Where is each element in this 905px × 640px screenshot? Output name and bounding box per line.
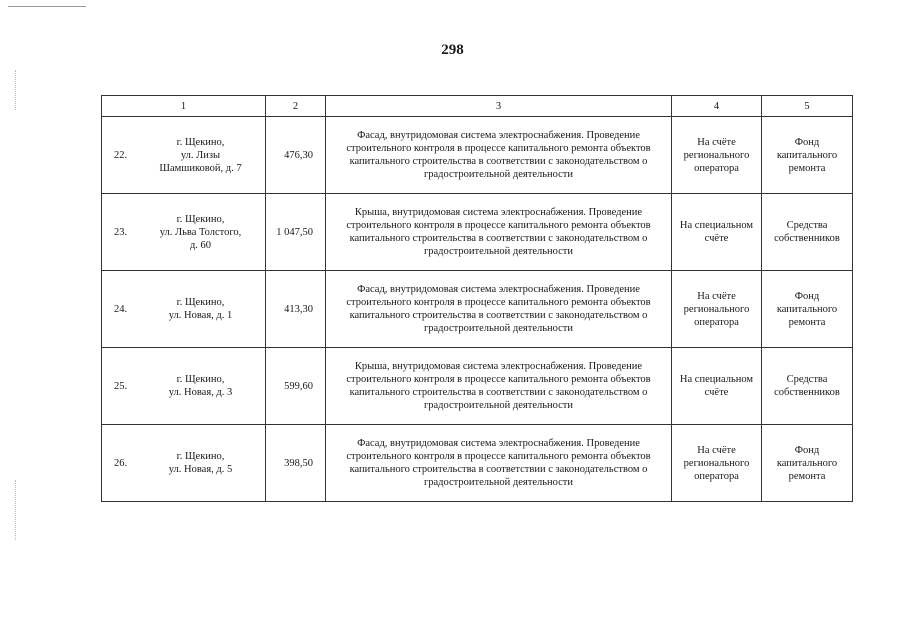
address — [140, 136, 261, 175]
work-description-cell: Фасад, внутридомовая система электроснабжения. Проведение строительного контроля в процессе капитального ремонта объектов капитального строительства в соответствии с законодательством о градостроительной деятельности — [326, 425, 672, 502]
funding-source-cell: Фонд капитального ремонта — [762, 425, 853, 502]
address-line: г. Щекино, — [176, 451, 225, 462]
header-col-3: 3 — [326, 96, 672, 117]
address-cell — [102, 117, 266, 194]
address-line: г. Щекино, — [176, 374, 225, 385]
address-line: г. Щекино, — [176, 136, 225, 148]
area-cell: 599,60 — [266, 348, 326, 425]
work-description-cell: Фасад, внутридомовая система электроснабжения. Проведение строительного контроля в процессе капитального ремонта объектов капитального строительства в соответствии с законодательством о градостроительной деятельности — [326, 271, 672, 348]
address-cell — [102, 348, 266, 425]
address-line: г. Щекино, — [176, 297, 225, 308]
address-cell — [102, 194, 266, 271]
address-line: ул. Новая, д. 5 — [168, 464, 233, 475]
account-type-cell: На специальном счёте — [672, 348, 762, 425]
area-cell: 476,30 — [266, 117, 326, 194]
row-number: 23. — [114, 226, 128, 238]
area-cell: 398,50 — [266, 425, 326, 502]
account-type-cell: На счёте регионального оператора — [672, 271, 762, 348]
header-col-2: 2 — [266, 96, 326, 117]
row-number: 25. — [114, 380, 128, 392]
area-cell: 413,30 — [266, 271, 326, 348]
work-description-cell: Крыша, внутридомовая система электроснабжения. Проведение строительного контроля в процессе капитального ремонта объектов капитального строительства в соответствии с законодательством о градостроительной деятельности — [326, 194, 672, 271]
address-cell — [102, 425, 266, 502]
header-col-5: 5 — [762, 96, 853, 117]
table-row — [102, 425, 853, 502]
address — [140, 213, 261, 252]
funding-source-cell: Фонд капитального ремонта — [762, 117, 853, 194]
margin-marks — [15, 70, 17, 110]
address — [140, 296, 261, 322]
table-row — [102, 271, 853, 348]
funding-source-cell: Средства собственников — [762, 348, 853, 425]
account-type-cell: На специальном счёте — [672, 194, 762, 271]
address — [140, 450, 261, 476]
address-line: Шамшиковой, д. 7 — [159, 162, 242, 174]
funding-source-cell: Средства собственников — [762, 194, 853, 271]
row-number: 22. — [114, 149, 128, 161]
address-cell — [102, 271, 266, 348]
account-type-cell: На счёте регионального оператора — [672, 425, 762, 502]
work-description-cell: Крыша, внутридомовая система электроснабжения. Проведение строительного контроля в процессе капитального ремонта объектов капитального строительства в соответствии с законодательством о градостроительной деятельности — [326, 348, 672, 425]
row-number: 24. — [114, 303, 128, 315]
table-row — [102, 117, 853, 194]
row-number: 26. — [114, 457, 128, 469]
address-line: д. 60 — [189, 239, 212, 251]
top-rule — [8, 6, 86, 7]
account-type-cell: На счёте регионального оператора — [672, 117, 762, 194]
address-line: ул. Новая, д. 1 — [168, 310, 233, 321]
header-col-1: 1 — [102, 96, 266, 117]
page-number: 298 — [441, 42, 464, 58]
margin-marks — [15, 480, 17, 540]
address-line: ул. Новая, д. 3 — [168, 387, 233, 398]
area-cell: 1 047,50 — [266, 194, 326, 271]
header-col-4: 4 — [672, 96, 762, 117]
table-row — [102, 194, 853, 271]
work-description-cell: Фасад, внутридомовая система электроснабжения. Проведение строительного контроля в процессе капитального ремонта объектов капитального строительства в соответствии с законодательством о градостроительной деятельности — [326, 117, 672, 194]
address-line: г. Щекино, — [176, 213, 225, 225]
address-line: ул. Лизы — [180, 149, 221, 161]
funding-source-cell: Фонд капитального ремонта — [762, 271, 853, 348]
address-line: ул. Льва Толстого, — [159, 226, 242, 238]
address — [140, 373, 261, 399]
registry-table — [101, 95, 853, 502]
table-row — [102, 348, 853, 425]
table-header-row — [102, 96, 853, 117]
